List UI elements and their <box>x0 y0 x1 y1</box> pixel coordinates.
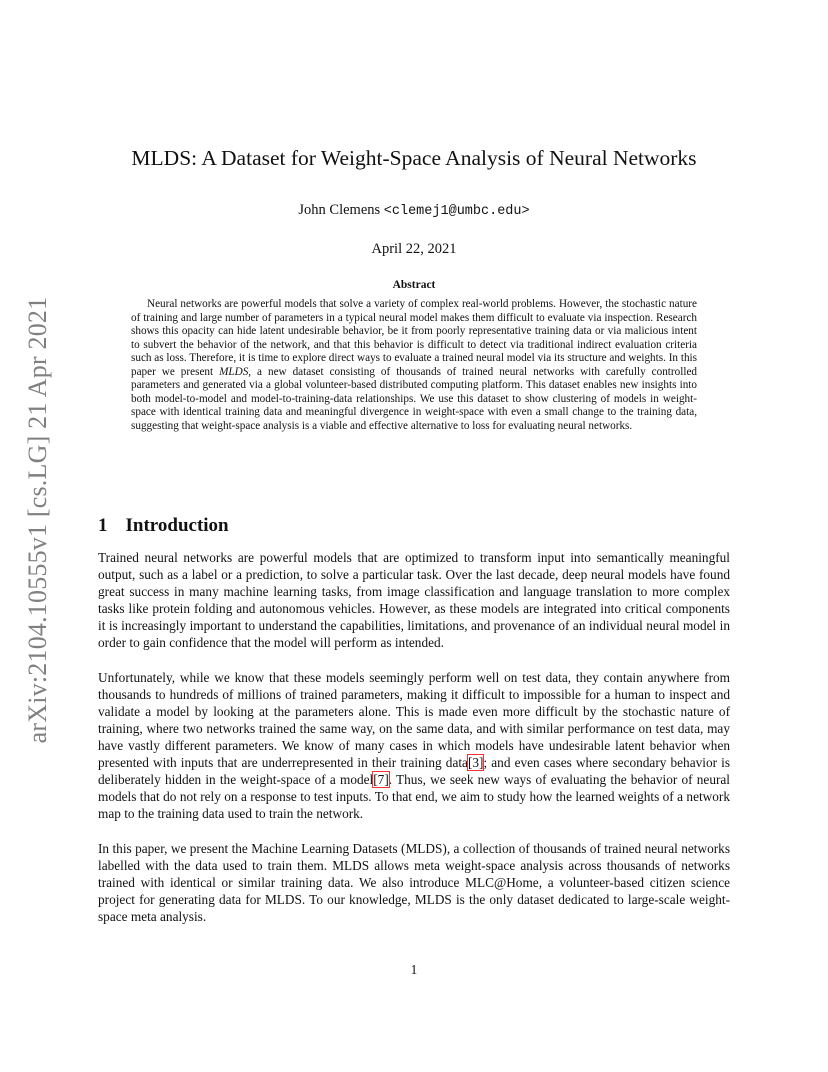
author-line <box>0 202 828 219</box>
citation-link-7[interactable]: [7] <box>373 772 389 787</box>
abstract-text-part-2: , a new dataset consisting of thousands of trained neural networks with carefully controlled parameters and generated via a global volunteer-based distributed computing platform. This dataset enables new insights into both model-to-model and model-to-training-data relationships. We use this dataset to show clustering of models in weight-space with identical training data and meaningful divergence in weight-space with even a small change to the training data, suggesting that weight-space analysis is a viable and effective alternative to loss for evaluating neural networks. <box>131 365 697 432</box>
author-email[interactable]: <clemej1@umbc.edu> <box>383 204 530 219</box>
intro-paragraph-2 <box>98 669 730 822</box>
section-title: Introduction <box>125 515 229 536</box>
abstract-emphasis: MLDS <box>219 365 249 378</box>
intro-p2-part-a: Unfortunately, while we know that these models seemingly perform well on test data, they contain anywhere from thousands to hundreds of millions of trained parameters, making it difficult to impossible for a human to inspect and validate a model by looking at the parameters alone. This is made even more difficult by the stochastic nature of training, where two networks trained the same way, on the same data, and with similar performance on test data, may have vastly different parameters. We know of many cases in which models have undesirable latent behavior when presented with inputs that are underrepresented in their training data <box>98 670 730 770</box>
author-name: John Clemens <box>298 202 381 218</box>
section-number: 1 <box>98 515 108 536</box>
arxiv-sidebar <box>16 280 60 760</box>
paper-title: MLDS: A Dataset for Weight-Space Analysis of Neural Networks <box>131 146 697 170</box>
section-heading <box>98 515 229 537</box>
arxiv-identifier: arXiv:2104.10555v1 [cs.LG] 21 Apr 2021 <box>23 296 52 744</box>
paper-date: April 22, 2021 <box>371 241 457 257</box>
intro-p2-part-c: . Thus, we seek new ways of evaluating the behavior of neural models that do not rely on a response to test inputs. To that end, we aim to study how the learned weights of a network map to the training data used to train the network. <box>98 772 731 821</box>
abstract-text-part-1: Neural networks are powerful models that solve a variety of complex real-world problems. However, the stochastic nature of training and large number of parameters in a typical neural model makes them difficult to evaluate via inspection. Research shows this opacity can hide latent undesirable behavior, be it from poorly representative training data or via malicious intent to subvert the behavior of the network, and that this behavior is difficult to detect via traditional indirect evaluation criteria such as loss. Therefore, it is time to explore direct ways to evaluate a trained neural model via its structure and weights. In this paper we present <box>131 298 697 378</box>
intro-paragraph-1: Trained neural networks are powerful models that are optimized to transform input into semantically meaningful output, such as a label or a prediction, to solve a particular task. Over the last decade, deep neural models have found great success in many machine learning tasks, from image classification and language translation to more complex tasks like protein folding and autonomous vehicles. However, as these models are integrated into critical components it is increasingly important to understand the capabilities, limitations, and provenance of an individual neural model in order to gain confidence that the model will perform as intended. <box>98 550 730 650</box>
intro-paragraph-3: In this paper, we present the Machine Learning Datasets (MLDS), a collection of thousands of trained neural networks labelled with the data used to train them. MLDS allows meta weight-space analysis across thousands of networks trained with identical or similar training data. We also introduce MLC@Home, a volunteer-based citizen science project for generating data for MLDS. To our knowledge, MLDS is the only dataset dedicated to large-scale weight-space meta analysis. <box>98 841 730 924</box>
page-number: 1 <box>410 962 418 977</box>
intro-p2-part-b: ; and even cases where secondary behavior is deliberately hidden in the weight-space of a model <box>98 755 731 787</box>
abstract-body <box>131 298 697 433</box>
citation-link-3[interactable]: [3] <box>467 755 484 770</box>
abstract-heading: Abstract <box>392 279 436 291</box>
